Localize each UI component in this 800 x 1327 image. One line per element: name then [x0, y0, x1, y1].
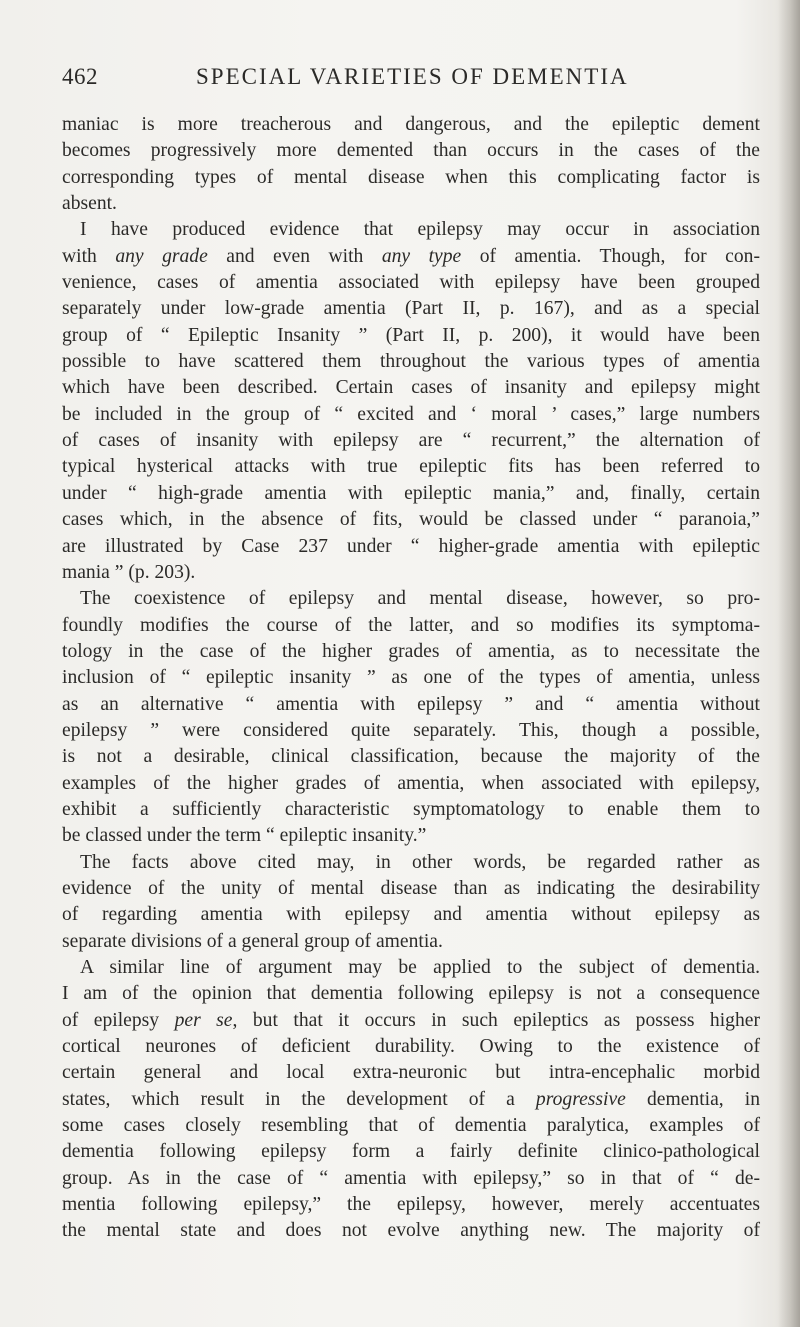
text-line: [62, 112, 760, 138]
text-line: [62, 534, 760, 560]
text-line: [62, 876, 760, 902]
text-line: [62, 1166, 760, 1192]
text-line: [62, 771, 760, 797]
text-line: [62, 613, 760, 639]
page-header: [62, 64, 762, 100]
text-line: [62, 718, 760, 744]
text-segment: under “ high-grade amentia with epileptic mania,” and, finally, certain: [62, 482, 760, 504]
text-line: [62, 507, 760, 533]
body-text: [62, 112, 760, 1245]
text-line: [62, 375, 760, 401]
text-line: [62, 1060, 760, 1086]
text-line: [62, 560, 760, 586]
text-line: [62, 454, 760, 480]
page-number: 462: [62, 64, 98, 89]
text-line: [62, 191, 760, 217]
text-line: [62, 217, 760, 243]
text-segment: evidence of the unity of mental disease than as indicating the desirability: [62, 877, 760, 899]
text-line: [62, 402, 760, 428]
text-line: [62, 270, 760, 296]
text-line: [62, 296, 760, 322]
text-segment: dementia following epilepsy form a fairly definite clinico-pathological: [62, 1141, 760, 1163]
text-segment: A similar line of argument may be applied to the subject of dementia.: [80, 957, 760, 978]
text-line: [62, 244, 760, 270]
text-segment: , but that it occurs in such epileptics as possess higher: [232, 1009, 760, 1031]
text-segment: foundly modifies the course of the latter, and so modifies its symptoma-: [62, 614, 760, 636]
text-line: [62, 902, 760, 928]
italic-text: any grade: [115, 245, 208, 267]
text-segment: typical hysterical attacks with true epileptic fits has been referred to: [62, 456, 760, 478]
text-segment: maniac is more treacherous and dangerous, and the epileptic dement: [62, 114, 760, 135]
page-edge-shadow: [778, 0, 800, 1327]
text-line: [62, 929, 760, 955]
text-segment: I am of the opinion that dementia following epilepsy is not a consequence: [62, 983, 760, 1005]
text-line: [62, 639, 760, 665]
text-line: [62, 1192, 760, 1218]
text-segment: is not a desirable, clinical classification, because the majority of the: [62, 746, 760, 768]
text-segment: The coexistence of epilepsy and mental disease, however, so pro-: [80, 588, 760, 610]
text-segment: some cases closely resembling that of dementia paralytica, examples of: [62, 1115, 760, 1137]
text-segment: cortical neurones of deficient durability. Owing to the existence of: [62, 1036, 760, 1058]
text-segment: mania ” (p. 203).: [62, 561, 196, 583]
text-segment: states, which result in the development of a: [62, 1088, 536, 1110]
text-segment: The facts above cited may, in other words, be regarded rather as: [80, 851, 760, 873]
text-line: [62, 850, 760, 876]
text-segment: dementia, in: [625, 1088, 761, 1110]
text-line: [62, 323, 760, 349]
text-segment: certain general and local extra-neuronic but intra-encephalic morbid: [62, 1062, 760, 1084]
text-line: [62, 955, 760, 981]
text-segment: and even with: [207, 245, 382, 267]
text-segment: inclusion of “ epileptic insanity ” as one of the types of amentia, unless: [62, 667, 760, 689]
text-segment: examples of the higher grades of amentia, when associated with epilepsy,: [62, 772, 760, 794]
text-segment: the mental state and does not evolve anything new. The majority of: [62, 1220, 760, 1242]
text-line: [62, 1218, 760, 1244]
italic-text: any type: [381, 245, 462, 267]
text-line: [62, 981, 760, 1007]
text-line: [62, 823, 760, 849]
text-segment: are illustrated by Case 237 under “ higher-grade amentia with epileptic: [62, 535, 760, 557]
text-segment: mentia following epilepsy,” the epilepsy, however, merely accentuates: [62, 1194, 760, 1216]
text-segment: group of “ Epileptic Insanity ” (Part II, p. 200), it would have been: [62, 324, 760, 346]
text-line: [62, 481, 760, 507]
text-line: [62, 1008, 760, 1034]
text-segment: epilepsy ” were considered quite separately. This, though a possible,: [62, 719, 760, 741]
text-segment: becomes progressively more demented than occurs in the cases of the: [62, 140, 760, 162]
text-segment: with: [62, 245, 116, 267]
text-line: [62, 744, 760, 770]
text-line: [62, 349, 760, 375]
italic-text: progressive: [535, 1088, 626, 1110]
running-head: SPECIAL VARIETIES OF DEMENTIA: [196, 64, 629, 89]
text-segment: of regarding amentia with epilepsy and amentia without epilepsy as: [62, 904, 760, 926]
text-line: [62, 1113, 760, 1139]
text-segment: cases which, in the absence of fits, would be classed under “ paranoia,”: [62, 509, 760, 531]
text-line: [62, 138, 760, 164]
text-segment: venience, cases of amentia associated with epilepsy have been grouped: [62, 272, 760, 294]
text-segment: of cases of insanity with epilepsy are “ recurrent,” the alternation of: [62, 430, 760, 452]
text-line: [62, 1034, 760, 1060]
text-segment: be classed under the term “ epileptic insanity.”: [62, 825, 427, 847]
text-line: [62, 428, 760, 454]
text-segment: which have been described. Certain cases of insanity and epilepsy might: [62, 377, 760, 399]
text-line: [62, 797, 760, 823]
text-segment: I have produced evidence that epilepsy may occur in association: [80, 219, 760, 241]
text-line: [62, 586, 760, 612]
text-segment: tology in the case of the higher grades of amentia, as to necessitate the: [62, 640, 760, 662]
text-segment: separate divisions of a general group of amentia.: [62, 930, 443, 952]
text-segment: separately under low-grade amentia (Part II, p. 167), and as a special: [62, 298, 760, 320]
text-segment: of amentia. Though, for con-: [461, 245, 760, 267]
text-segment: as an alternative “ amentia with epilepsy ” and “ amentia without: [62, 693, 760, 715]
text-line: [62, 1087, 760, 1113]
text-line: [62, 692, 760, 718]
text-segment: corresponding types of mental disease when this complicating factor is: [62, 166, 760, 188]
text-line: [62, 1139, 760, 1165]
italic-text: per se: [174, 1009, 233, 1031]
text-line: [62, 165, 760, 191]
text-segment: exhibit a sufficiently characteristic symptomatology to enable them to: [62, 798, 760, 820]
text-segment: possible to have scattered them throughout the various types of amentia: [62, 351, 760, 373]
text-segment: group. As in the case of “ amentia with epilepsy,” so in that of “ de-: [62, 1167, 760, 1189]
text-segment: of epilepsy: [62, 1009, 175, 1031]
text-segment: absent.: [62, 193, 117, 215]
text-line: [62, 665, 760, 691]
text-segment: be included in the group of “ excited and ‘ moral ’ cases,” large numbers: [62, 403, 760, 425]
